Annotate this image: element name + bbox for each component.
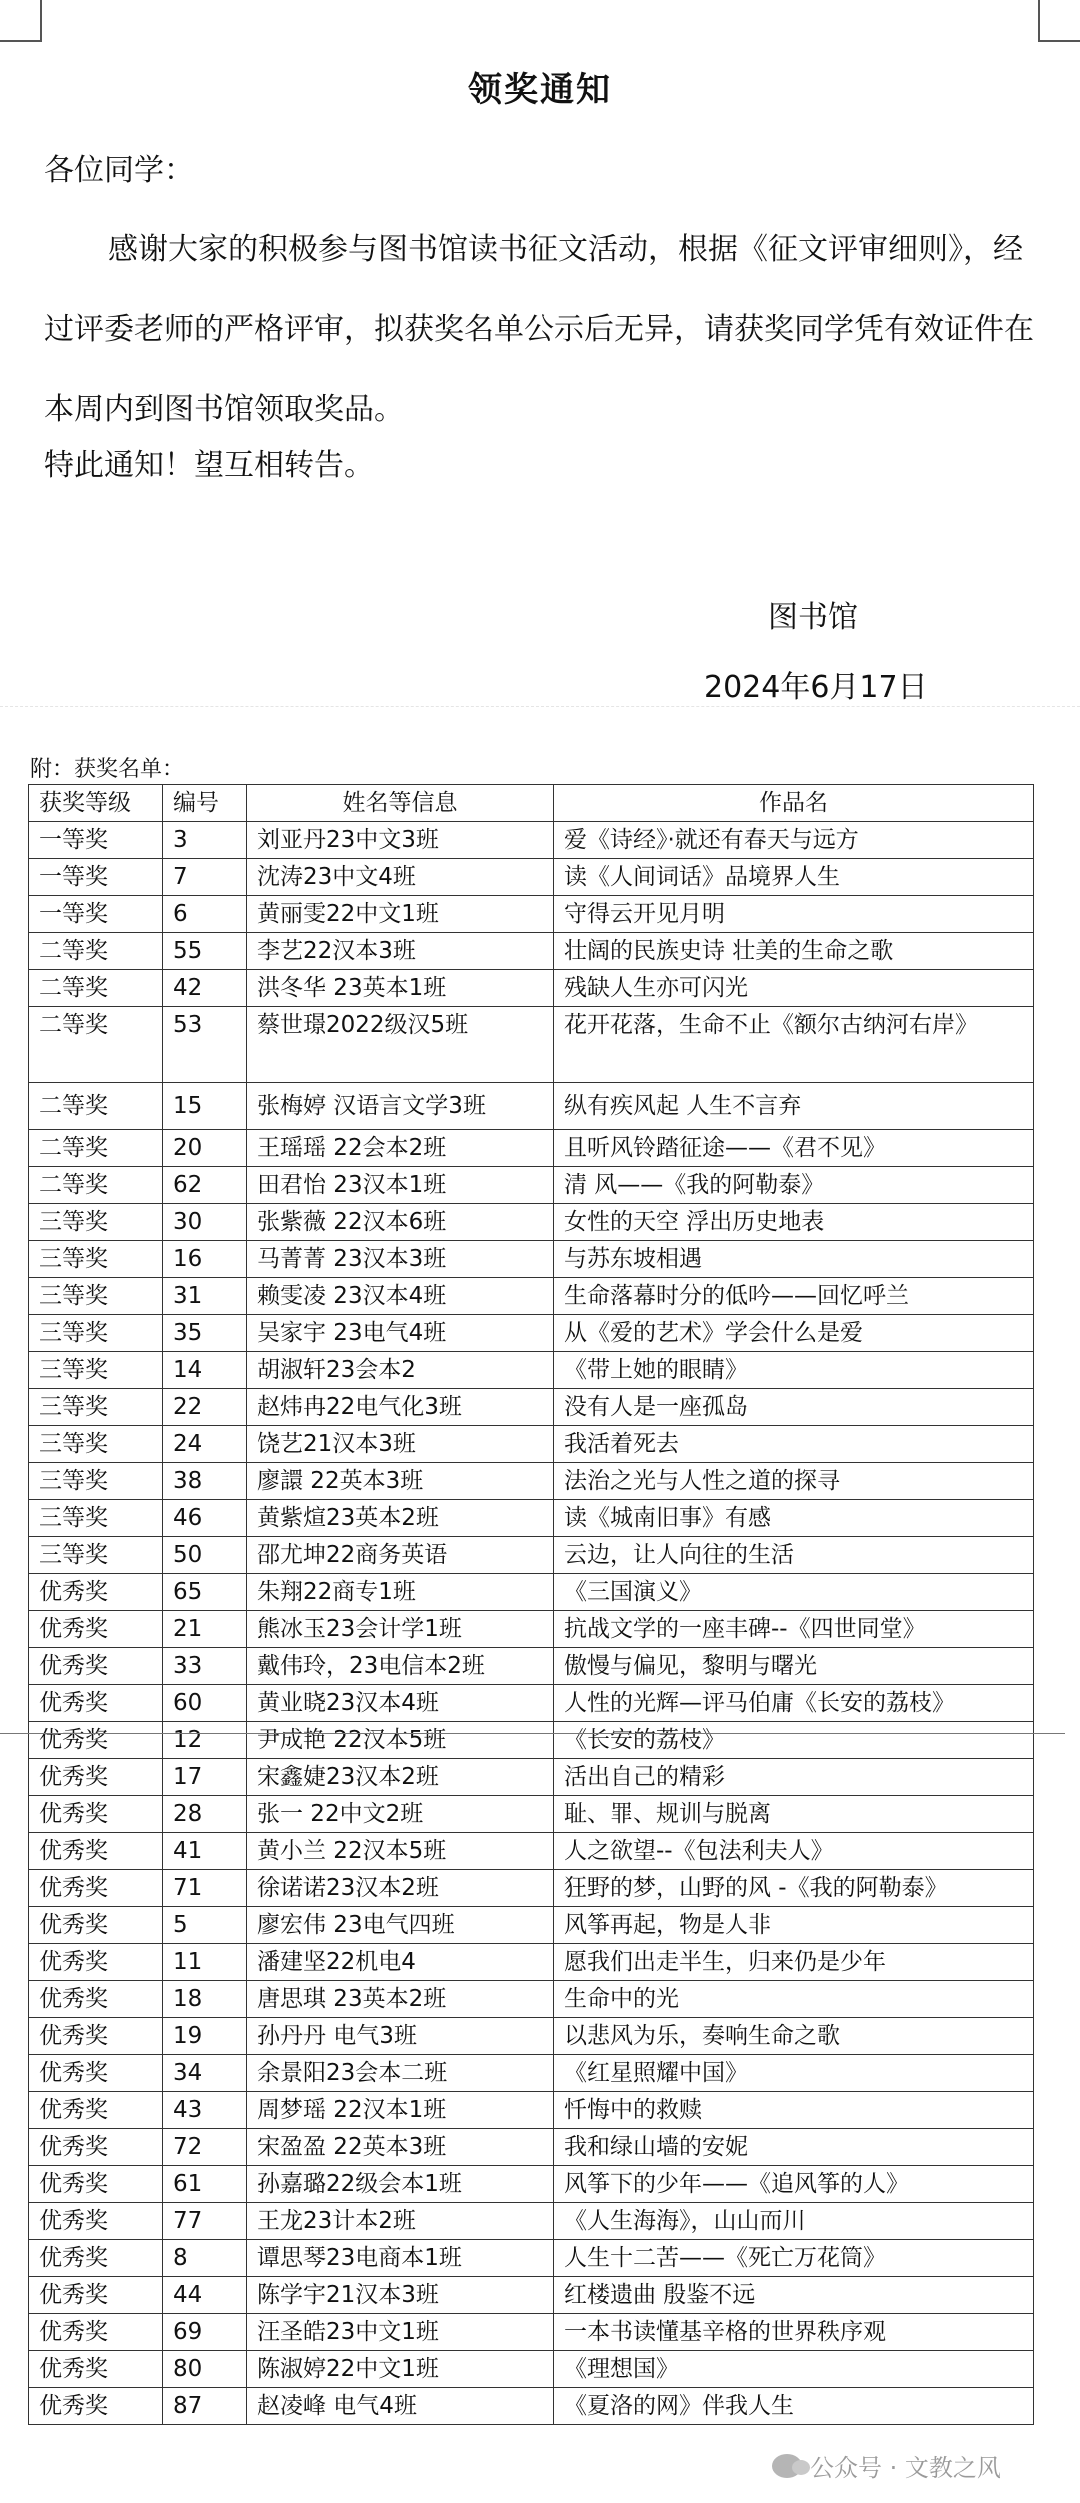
table-row bbox=[29, 1083, 1034, 1130]
cell-level: 三等奖 bbox=[29, 1463, 163, 1500]
cell-level: 三等奖 bbox=[29, 1426, 163, 1463]
cell-name: 熊冰玉23会计学1班 bbox=[247, 1611, 554, 1648]
header-work: 作品名 bbox=[554, 785, 1034, 822]
cell-level: 三等奖 bbox=[29, 1352, 163, 1389]
cell-name: 余景阳23会本二班 bbox=[247, 2055, 554, 2092]
notice-title: 领奖通知 bbox=[468, 70, 612, 110]
table-row bbox=[29, 1648, 1034, 1685]
cell-name: 马菁菁 23汉本3班 bbox=[247, 1241, 554, 1278]
cell-work: 人生十二苦——《死亡万花筒》 bbox=[554, 2240, 1034, 2277]
cell-number: 34 bbox=[163, 2055, 247, 2092]
cell-name: 吴家宇 23电气4班 bbox=[247, 1315, 554, 1352]
cell-name: 陈学宇21汉本3班 bbox=[247, 2277, 554, 2314]
cell-work: 残缺人生亦可闪光 bbox=[554, 970, 1034, 1007]
cell-name: 邵尤坤22商务英语 bbox=[247, 1537, 554, 1574]
cell-name: 廖譞 22英本3班 bbox=[247, 1463, 554, 1500]
table-row bbox=[29, 1574, 1034, 1611]
cell-level: 二等奖 bbox=[29, 1083, 163, 1130]
header-name: 姓名等信息 bbox=[247, 785, 554, 822]
cell-number: 43 bbox=[163, 2092, 247, 2129]
cell-level: 优秀奖 bbox=[29, 2240, 163, 2277]
cell-number: 38 bbox=[163, 1463, 247, 1500]
cell-work: 忏悔中的救赎 bbox=[554, 2092, 1034, 2129]
table-row bbox=[29, 2314, 1034, 2351]
cell-name: 黄丽雯22中文1班 bbox=[247, 896, 554, 933]
cell-work: 人之欲望--《包法利夫人》 bbox=[554, 1833, 1034, 1870]
cell-number: 20 bbox=[163, 1130, 247, 1167]
cell-work: 壮阔的民族史诗 壮美的生命之歌 bbox=[554, 933, 1034, 970]
cell-work: 风筝下的少年——《追风筝的人》 bbox=[554, 2166, 1034, 2203]
cell-number: 28 bbox=[163, 1796, 247, 1833]
table-row bbox=[29, 1722, 1034, 1759]
cell-level: 优秀奖 bbox=[29, 1981, 163, 2018]
table-row bbox=[29, 1426, 1034, 1463]
cell-name: 陈淑婷22中文1班 bbox=[247, 2351, 554, 2388]
cell-number: 72 bbox=[163, 2129, 247, 2166]
cell-name: 黄紫煊23英本2班 bbox=[247, 1500, 554, 1537]
table-row bbox=[29, 1759, 1034, 1796]
cell-level: 二等奖 bbox=[29, 1007, 163, 1083]
cell-name: 张一 22中文2班 bbox=[247, 1796, 554, 1833]
award-table bbox=[28, 784, 1034, 2425]
cell-number: 14 bbox=[163, 1352, 247, 1389]
watermark-text: 公众号 · 文教之风 bbox=[810, 2454, 1001, 2482]
table-row bbox=[29, 822, 1034, 859]
cell-name: 徐诺诺23汉本2班 bbox=[247, 1870, 554, 1907]
cell-number: 46 bbox=[163, 1500, 247, 1537]
page-break-line bbox=[0, 1733, 1065, 1734]
cell-level: 三等奖 bbox=[29, 1537, 163, 1574]
cell-work: 读《城南旧事》有感 bbox=[554, 1500, 1034, 1537]
cell-number: 80 bbox=[163, 2351, 247, 2388]
cell-number: 30 bbox=[163, 1204, 247, 1241]
award-table-body bbox=[29, 822, 1034, 2425]
cell-number: 12 bbox=[163, 1722, 247, 1759]
table-row bbox=[29, 1130, 1034, 1167]
cell-level: 优秀奖 bbox=[29, 2351, 163, 2388]
cell-number: 16 bbox=[163, 1241, 247, 1278]
cell-work: 《长安的荔枝》 bbox=[554, 1722, 1034, 1759]
notice-closing: 特此通知！望互相转告。 bbox=[44, 448, 374, 483]
table-row bbox=[29, 2055, 1034, 2092]
cell-name: 王龙23计本2班 bbox=[247, 2203, 554, 2240]
notice-body: 感谢大家的积极参与图书馆读书征文活动，根据《征文评审细则》，经过评委老师的严格评审，拟获奖名单公示后无异，请获奖同学凭有效证件在本周内到图书馆领取奖品。 bbox=[44, 232, 1034, 427]
cell-work: 《理想国》 bbox=[554, 2351, 1034, 2388]
cell-work: 一本书读懂基辛格的世界秩序观 bbox=[554, 2314, 1034, 2351]
cell-name: 张紫薇 22汉本6班 bbox=[247, 1204, 554, 1241]
cell-name: 宋盈盈 22英本3班 bbox=[247, 2129, 554, 2166]
cell-name: 宋鑫婕23汉本2班 bbox=[247, 1759, 554, 1796]
cell-level: 优秀奖 bbox=[29, 2055, 163, 2092]
cell-work: 愿我们出走半生，归来仍是少年 bbox=[554, 1944, 1034, 1981]
cell-name: 赖雯凌 23汉本4班 bbox=[247, 1278, 554, 1315]
table-row bbox=[29, 1167, 1034, 1204]
notice-date: 2024年6月17日 bbox=[704, 670, 928, 705]
table-row bbox=[29, 1241, 1034, 1278]
cell-level: 优秀奖 bbox=[29, 1648, 163, 1685]
cell-number: 33 bbox=[163, 1648, 247, 1685]
cell-work: 以悲风为乐，奏响生命之歌 bbox=[554, 2018, 1034, 2055]
cell-number: 60 bbox=[163, 1685, 247, 1722]
cell-name: 唐思琪 23英本2班 bbox=[247, 1981, 554, 2018]
cell-work: 我活着死去 bbox=[554, 1426, 1034, 1463]
cell-level: 优秀奖 bbox=[29, 2203, 163, 2240]
cell-number: 35 bbox=[163, 1315, 247, 1352]
cell-work: 《带上她的眼睛》 bbox=[554, 1352, 1034, 1389]
table-row bbox=[29, 1500, 1034, 1537]
cell-level: 优秀奖 bbox=[29, 2018, 163, 2055]
cell-work: 从《爱的艺术》学会什么是爱 bbox=[554, 1315, 1034, 1352]
cell-level: 优秀奖 bbox=[29, 1685, 163, 1722]
cell-name: 蔡世璟2022级汉5班 bbox=[247, 1007, 554, 1083]
cell-number: 77 bbox=[163, 2203, 247, 2240]
cell-name: 戴伟玲，23电信本2班 bbox=[247, 1648, 554, 1685]
cell-number: 6 bbox=[163, 896, 247, 933]
cell-level: 优秀奖 bbox=[29, 2314, 163, 2351]
cell-name: 沈涛23中文4班 bbox=[247, 859, 554, 896]
cell-work: 清 风——《我的阿勒泰》 bbox=[554, 1167, 1034, 1204]
cell-name: 张梅婷 汉语言文学3班 bbox=[247, 1083, 554, 1130]
cell-name: 汪圣皓23中文1班 bbox=[247, 2314, 554, 2351]
cell-level: 优秀奖 bbox=[29, 2388, 163, 2425]
table-row bbox=[29, 896, 1034, 933]
cell-name: 赵凌峰 电气4班 bbox=[247, 2388, 554, 2425]
cell-name: 尹成艳 22汉本5班 bbox=[247, 1722, 554, 1759]
cell-number: 50 bbox=[163, 1537, 247, 1574]
table-row bbox=[29, 1315, 1034, 1352]
notice-greeting: 各位同学： bbox=[44, 153, 194, 188]
cell-name: 谭思琴23电商本1班 bbox=[247, 2240, 554, 2277]
table-row bbox=[29, 1870, 1034, 1907]
cell-number: 5 bbox=[163, 1907, 247, 1944]
cell-level: 一等奖 bbox=[29, 859, 163, 896]
cell-level: 优秀奖 bbox=[29, 2277, 163, 2314]
cell-number: 42 bbox=[163, 970, 247, 1007]
cell-name: 田君怡 23汉本1班 bbox=[247, 1167, 554, 1204]
table-row bbox=[29, 933, 1034, 970]
cell-name: 廖宏伟 23电气四班 bbox=[247, 1907, 554, 1944]
cell-number: 11 bbox=[163, 1944, 247, 1981]
cell-level: 优秀奖 bbox=[29, 2092, 163, 2129]
table-row bbox=[29, 1352, 1034, 1389]
cell-level: 优秀奖 bbox=[29, 2166, 163, 2203]
cell-work: 生命中的光 bbox=[554, 1981, 1034, 2018]
cell-level: 二等奖 bbox=[29, 933, 163, 970]
cell-level: 优秀奖 bbox=[29, 1796, 163, 1833]
cell-work: 法治之光与人性之道的探寻 bbox=[554, 1463, 1034, 1500]
cell-number: 61 bbox=[163, 2166, 247, 2203]
cell-level: 三等奖 bbox=[29, 1315, 163, 1352]
notice-signer: 图书馆 bbox=[768, 600, 858, 635]
cell-level: 二等奖 bbox=[29, 1167, 163, 1204]
cell-work: 读《人间词话》品境界人生 bbox=[554, 859, 1034, 896]
cell-level: 三等奖 bbox=[29, 1204, 163, 1241]
page-corner-mark bbox=[0, 0, 42, 42]
table-row bbox=[29, 1981, 1034, 2018]
cell-number: 24 bbox=[163, 1426, 247, 1463]
cell-number: 62 bbox=[163, 1167, 247, 1204]
cell-name: 赵炜冉22电气化3班 bbox=[247, 1389, 554, 1426]
cell-number: 21 bbox=[163, 1611, 247, 1648]
table-row bbox=[29, 2018, 1034, 2055]
cell-work: 且听风铃踏征途——《君不见》 bbox=[554, 1130, 1034, 1167]
table-row bbox=[29, 1907, 1034, 1944]
cell-work: 没有人是一座孤岛 bbox=[554, 1389, 1034, 1426]
table-row bbox=[29, 2240, 1034, 2277]
table-row bbox=[29, 1389, 1034, 1426]
table-row bbox=[29, 1944, 1034, 1981]
cell-work: 爱《诗经》·就还有春天与远方 bbox=[554, 822, 1034, 859]
cell-number: 41 bbox=[163, 1833, 247, 1870]
cell-level: 二等奖 bbox=[29, 970, 163, 1007]
cell-work: 云边，让人向往的生活 bbox=[554, 1537, 1034, 1574]
table-row bbox=[29, 1537, 1034, 1574]
cell-number: 69 bbox=[163, 2314, 247, 2351]
header-number: 编号 bbox=[163, 785, 247, 822]
cell-level: 优秀奖 bbox=[29, 2129, 163, 2166]
cell-work: 耻、罪、规训与脱离 bbox=[554, 1796, 1034, 1833]
cell-level: 三等奖 bbox=[29, 1278, 163, 1315]
table-row bbox=[29, 2129, 1034, 2166]
table-row bbox=[29, 2203, 1034, 2240]
cell-work: 风筝再起，物是人非 bbox=[554, 1907, 1034, 1944]
cell-work: 纵有疾风起 人生不言弃 bbox=[554, 1083, 1034, 1130]
table-row bbox=[29, 859, 1034, 896]
cell-name: 黄小兰 22汉本5班 bbox=[247, 1833, 554, 1870]
table-row bbox=[29, 1463, 1034, 1500]
cell-name: 朱翔22商专1班 bbox=[247, 1574, 554, 1611]
cell-work: 抗战文学的一座丰碑--《四世同堂》 bbox=[554, 1611, 1034, 1648]
cell-level: 三等奖 bbox=[29, 1241, 163, 1278]
cell-name: 王瑶瑶 22会本2班 bbox=[247, 1130, 554, 1167]
award-list-caption: 附：获奖名单： bbox=[30, 757, 185, 782]
cell-name: 黄业晓23汉本4班 bbox=[247, 1685, 554, 1722]
cell-number: 15 bbox=[163, 1083, 247, 1130]
table-row bbox=[29, 1833, 1034, 1870]
cell-work: 人性的光辉—评马伯庸《长安的荔枝》 bbox=[554, 1685, 1034, 1722]
cell-number: 71 bbox=[163, 1870, 247, 1907]
cell-name: 孙嘉璐22级会本1班 bbox=[247, 2166, 554, 2203]
table-row bbox=[29, 1611, 1034, 1648]
cell-level: 优秀奖 bbox=[29, 1722, 163, 1759]
cell-work: 《人生海海》，山山而川 bbox=[554, 2203, 1034, 2240]
cell-number: 65 bbox=[163, 1574, 247, 1611]
cell-number: 17 bbox=[163, 1759, 247, 1796]
cell-level: 一等奖 bbox=[29, 896, 163, 933]
cell-number: 3 bbox=[163, 822, 247, 859]
cell-work: 活出自己的精彩 bbox=[554, 1759, 1034, 1796]
cell-name: 周梦瑶 22汉本1班 bbox=[247, 2092, 554, 2129]
cell-name: 饶艺21汉本3班 bbox=[247, 1426, 554, 1463]
cell-level: 三等奖 bbox=[29, 1389, 163, 1426]
cell-name: 胡淑轩23会本2 bbox=[247, 1352, 554, 1389]
table-row bbox=[29, 970, 1034, 1007]
cell-number: 19 bbox=[163, 2018, 247, 2055]
cell-level: 二等奖 bbox=[29, 1130, 163, 1167]
cell-work: 红楼遗曲 殷鉴不远 bbox=[554, 2277, 1034, 2314]
cell-work: 《夏洛的网》伴我人生 bbox=[554, 2388, 1034, 2425]
cell-name: 刘亚丹23中文3班 bbox=[247, 822, 554, 859]
table-row bbox=[29, 2388, 1034, 2425]
award-table-header bbox=[29, 785, 1034, 822]
cell-level: 优秀奖 bbox=[29, 1611, 163, 1648]
cell-work: 生命落幕时分的低吟——回忆呼兰 bbox=[554, 1278, 1034, 1315]
table-row bbox=[29, 1685, 1034, 1722]
cell-work: 守得云开见月明 bbox=[554, 896, 1034, 933]
cell-work: 女性的天空 浮出历史地表 bbox=[554, 1204, 1034, 1241]
cell-number: 22 bbox=[163, 1389, 247, 1426]
cell-work: 花开花落，生命不止《额尔古纳河右岸》 bbox=[554, 1007, 1034, 1083]
table-row bbox=[29, 1204, 1034, 1241]
table-row bbox=[29, 2351, 1034, 2388]
cell-level: 优秀奖 bbox=[29, 1833, 163, 1870]
table-row bbox=[29, 1278, 1034, 1315]
cell-level: 优秀奖 bbox=[29, 1944, 163, 1981]
cell-number: 87 bbox=[163, 2388, 247, 2425]
watermark bbox=[772, 2448, 1001, 2483]
cell-work: 我和绿山墙的安妮 bbox=[554, 2129, 1034, 2166]
page-corner-mark bbox=[1038, 0, 1080, 42]
cell-name: 潘建坚22机电4 bbox=[247, 1944, 554, 1981]
cell-name: 李艺22汉本3班 bbox=[247, 933, 554, 970]
page-separator bbox=[0, 706, 1080, 707]
cell-name: 孙丹丹 电气3班 bbox=[247, 2018, 554, 2055]
table-row bbox=[29, 1796, 1034, 1833]
cell-work: 傲慢与偏见，黎明与曙光 bbox=[554, 1648, 1034, 1685]
cell-number: 18 bbox=[163, 1981, 247, 2018]
table-row bbox=[29, 2166, 1034, 2203]
wechat-icon bbox=[772, 2454, 802, 2478]
cell-level: 一等奖 bbox=[29, 822, 163, 859]
cell-level: 优秀奖 bbox=[29, 1907, 163, 1944]
table-row bbox=[29, 2092, 1034, 2129]
cell-number: 7 bbox=[163, 859, 247, 896]
cell-number: 44 bbox=[163, 2277, 247, 2314]
cell-number: 53 bbox=[163, 1007, 247, 1083]
cell-work: 《红星照耀中国》 bbox=[554, 2055, 1034, 2092]
cell-name: 洪冬华 23英本1班 bbox=[247, 970, 554, 1007]
cell-number: 55 bbox=[163, 933, 247, 970]
table-row bbox=[29, 1007, 1034, 1083]
header-level: 获奖等级 bbox=[29, 785, 163, 822]
cell-work: 与苏东坡相遇 bbox=[554, 1241, 1034, 1278]
table-row bbox=[29, 2277, 1034, 2314]
cell-level: 优秀奖 bbox=[29, 1574, 163, 1611]
cell-work: 狂野的梦，山野的风 -《我的阿勒泰》 bbox=[554, 1870, 1034, 1907]
cell-number: 31 bbox=[163, 1278, 247, 1315]
cell-number: 8 bbox=[163, 2240, 247, 2277]
cell-level: 三等奖 bbox=[29, 1500, 163, 1537]
cell-level: 优秀奖 bbox=[29, 1870, 163, 1907]
cell-level: 优秀奖 bbox=[29, 1759, 163, 1796]
cell-work: 《三国演义》 bbox=[554, 1574, 1034, 1611]
